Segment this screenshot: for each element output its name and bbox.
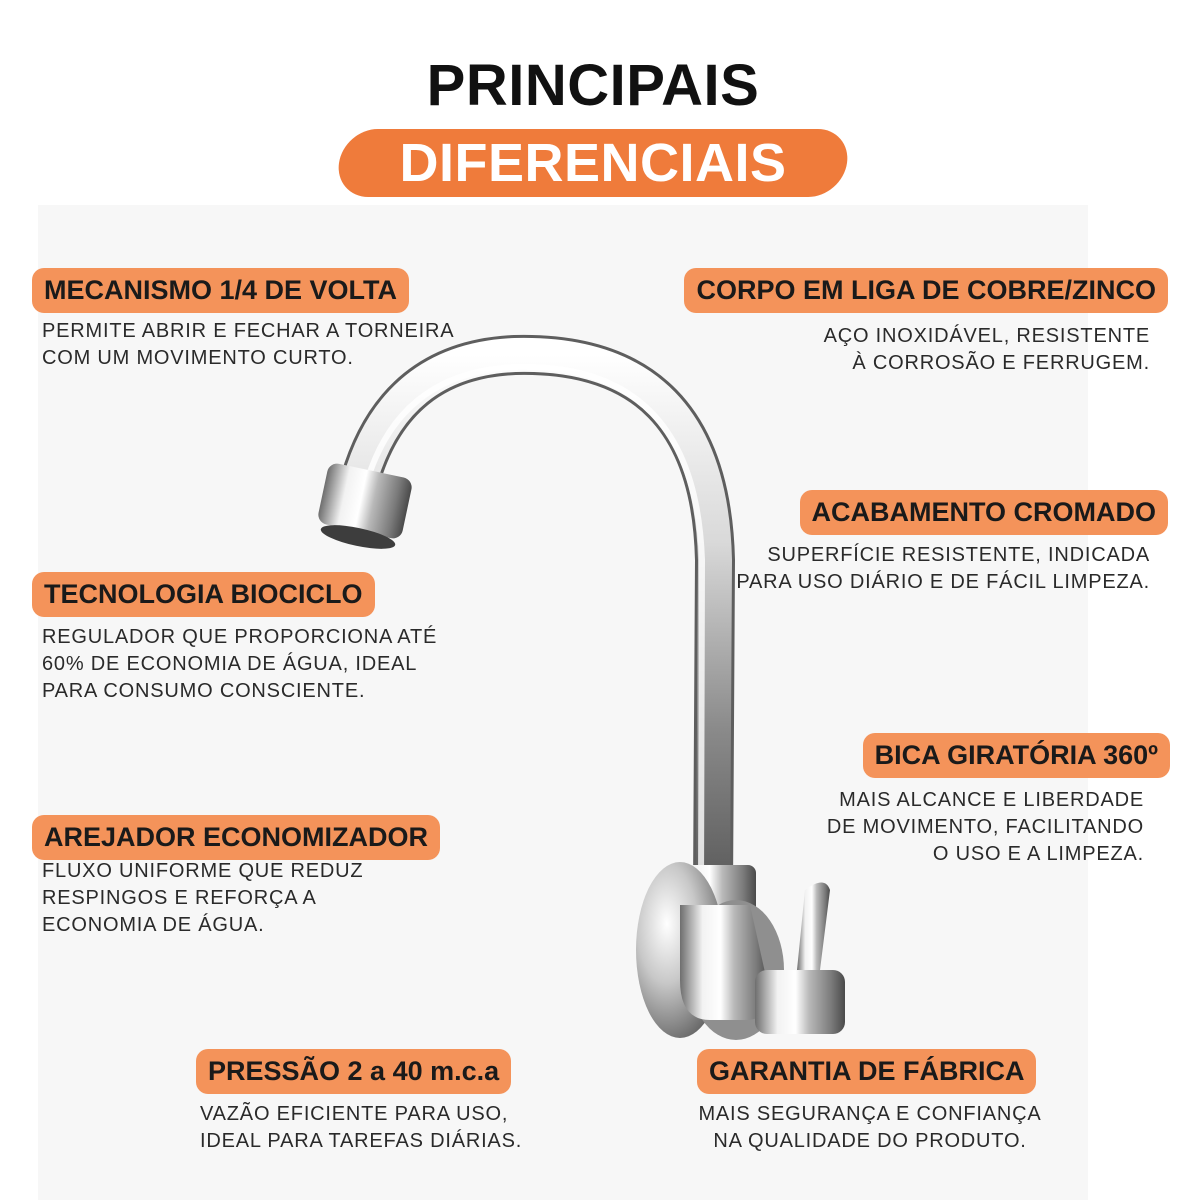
badge-garantia: GARANTIA DE FÁBRICA [697,1049,1036,1094]
desc-garantia: MAIS SEGURANÇA E CONFIANÇA NA QUALIDADE DO PRODUTO. [698,1103,1042,1152]
badge-acabamento: ACABAMENTO CROMADO [800,490,1169,535]
desc-tecnologia: REGULADOR QUE PROPORCIONA ATÉ 60% DE ECONOMIA DE ÁGUA, IDEAL PARA CONSUMO CONSCIENTE. [42,626,438,702]
desc-arejador: FLUXO UNIFORME QUE REDUZ RESPINGOS E REFORÇA A ECONOMIA DE ÁGUA. [42,860,364,936]
badge-arejador: AREJADOR ECONOMIZADOR [32,815,440,860]
desc-acabamento: SUPERFÍCIE RESISTENTE, INDICADA PARA USO DIÁRIO E DE FÁCIL LIMPEZA. [736,544,1150,593]
badge-mecanismo: MECANISMO 1/4 DE VOLTA [32,268,409,313]
page-title: PRINCIPAIS [426,53,760,118]
desc-mecanismo: PERMITE ABRIR E FECHAR A TORNEIRA COM UM MOVIMENTO CURTO. [42,320,455,369]
badge-pressao: PRESSÃO 2 a 40 m.c.a [196,1049,511,1094]
badge-tecnologia: TECNOLOGIA BIOCICLO [32,572,375,617]
desc-corpo: AÇO INOXIDÁVEL, RESISTENTE À CORROSÃO E FERRUGEM. [823,325,1150,374]
desc-pressao: VAZÃO EFICIENTE PARA USO, IDEAL PARA TAREFAS DIÁRIAS. [200,1103,523,1152]
badge-bica: BICA GIRATÓRIA 360º [863,733,1170,778]
badge-corpo: CORPO EM LIGA DE COBRE/ZINCO [684,268,1168,313]
desc-bica: MAIS ALCANCE E LIBERDADE DE MOVIMENTO, FACILITANDO O USO E A LIMPEZA. [826,789,1144,865]
page-subtitle: DIFERENCIAIS [399,133,787,193]
